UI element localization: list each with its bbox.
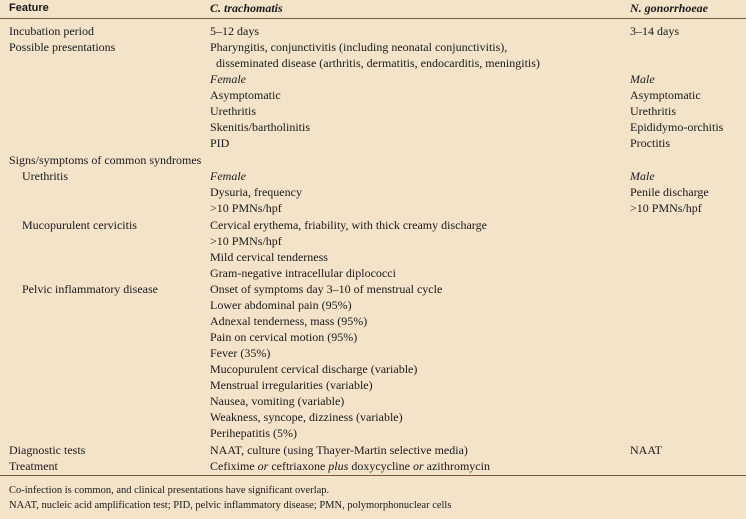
- pid-item: Fever (35%): [210, 346, 271, 360]
- presentations-female-item: Asymptomatic: [210, 88, 281, 102]
- presentations-male-item: Proctitis: [630, 136, 671, 150]
- pid-item: Weakness, syncope, dizziness (variable): [210, 410, 403, 424]
- pid-item: Onset of symptoms day 3–10 of menstrual cycle: [210, 282, 443, 296]
- urethritis-feature: Urethritis: [22, 169, 68, 183]
- cervicitis-item: >10 PMNs/hpf: [210, 234, 282, 248]
- pid-item: Menstrual irregularities (variable): [210, 378, 373, 392]
- presentations-female-item: PID: [210, 136, 230, 150]
- header-c-trachomatis: C. trachomatis: [210, 1, 283, 15]
- presentations-male-label: Male: [630, 72, 655, 86]
- header-feature: Feature: [9, 2, 49, 14]
- footnote-abbreviations: NAAT, nucleic acid amplification test; PID, pelvic inflammatory disease; PMN, polymorphonuclear cells: [9, 500, 452, 511]
- incubation-feature: Incubation period: [9, 24, 94, 38]
- cervicitis-feature: Mucopurulent cervicitis: [22, 218, 137, 232]
- presentations-female-label: Female: [210, 72, 246, 86]
- presentations-female-item: Urethritis: [210, 104, 256, 118]
- diagnostic-feature: Diagnostic tests: [9, 443, 86, 457]
- diagnostic-ng: NAAT: [630, 443, 662, 457]
- pid-item: Pain on cervical motion (95%): [210, 330, 358, 344]
- diagnostic-ct: NAAT, culture (using Thayer-Martin selective media): [210, 443, 468, 457]
- signs-heading: Signs/symptoms of common syndromes: [9, 153, 202, 167]
- cervicitis-item: Gram-negative intracellular diplococci: [210, 266, 396, 280]
- urethritis-female-item: >10 PMNs/hpf: [210, 201, 282, 215]
- pid-item: Perihepatitis (5%): [210, 426, 297, 440]
- urethritis-male-label: Male: [630, 169, 655, 183]
- urethritis-male-item: Penile discharge: [630, 185, 709, 199]
- incubation-ct: 5–12 days: [210, 24, 259, 38]
- pid-item: Lower abdominal pain (95%): [210, 298, 352, 312]
- urethritis-female-item: Dysuria, frequency: [210, 185, 302, 199]
- presentations-feature: Possible presentations: [9, 40, 116, 54]
- presentations-male-item: Epididymo-orchitis: [630, 120, 724, 134]
- presentations-male-item: Urethritis: [630, 104, 676, 118]
- cervicitis-item: Mild cervical tenderness: [210, 250, 328, 264]
- presentations-female-item: Skenitis/bartholinitis: [210, 120, 311, 134]
- pid-item: Nausea, vomiting (variable): [210, 394, 345, 408]
- presentations-ct-line1: Pharyngitis, conjunctivitis (including neonatal conjunctivitis),: [210, 40, 508, 54]
- urethritis-male-item: >10 PMNs/hpf: [630, 201, 702, 215]
- pid-item: Adnexal tenderness, mass (95%): [210, 314, 368, 328]
- pid-item: Mucopurulent cervical discharge (variable): [210, 362, 418, 376]
- treatment-feature: Treatment: [9, 459, 58, 473]
- footnote-coinfection: Co-infection is common, and clinical presentations have significant overlap.: [9, 485, 330, 496]
- header-n-gonorrhoeae: N. gonorrhoeae: [630, 1, 709, 15]
- incubation-ng: 3–14 days: [630, 24, 679, 38]
- presentations-male-item: Asymptomatic: [630, 88, 701, 102]
- table-header: [0, 0, 746, 19]
- cervicitis-item: Cervical erythema, friability, with thick creamy discharge: [210, 218, 487, 232]
- pid-feature: Pelvic inflammatory disease: [22, 282, 158, 296]
- presentations-ct-line2: disseminated disease (arthritis, dermatitis, endocarditis, meningitis): [216, 56, 540, 70]
- urethritis-female-label: Female: [210, 169, 246, 183]
- table-bottom-rule: [0, 475, 746, 476]
- treatment-ct: Cefixime or ceftriaxone plus doxycycline or azithromycin: [210, 459, 490, 473]
